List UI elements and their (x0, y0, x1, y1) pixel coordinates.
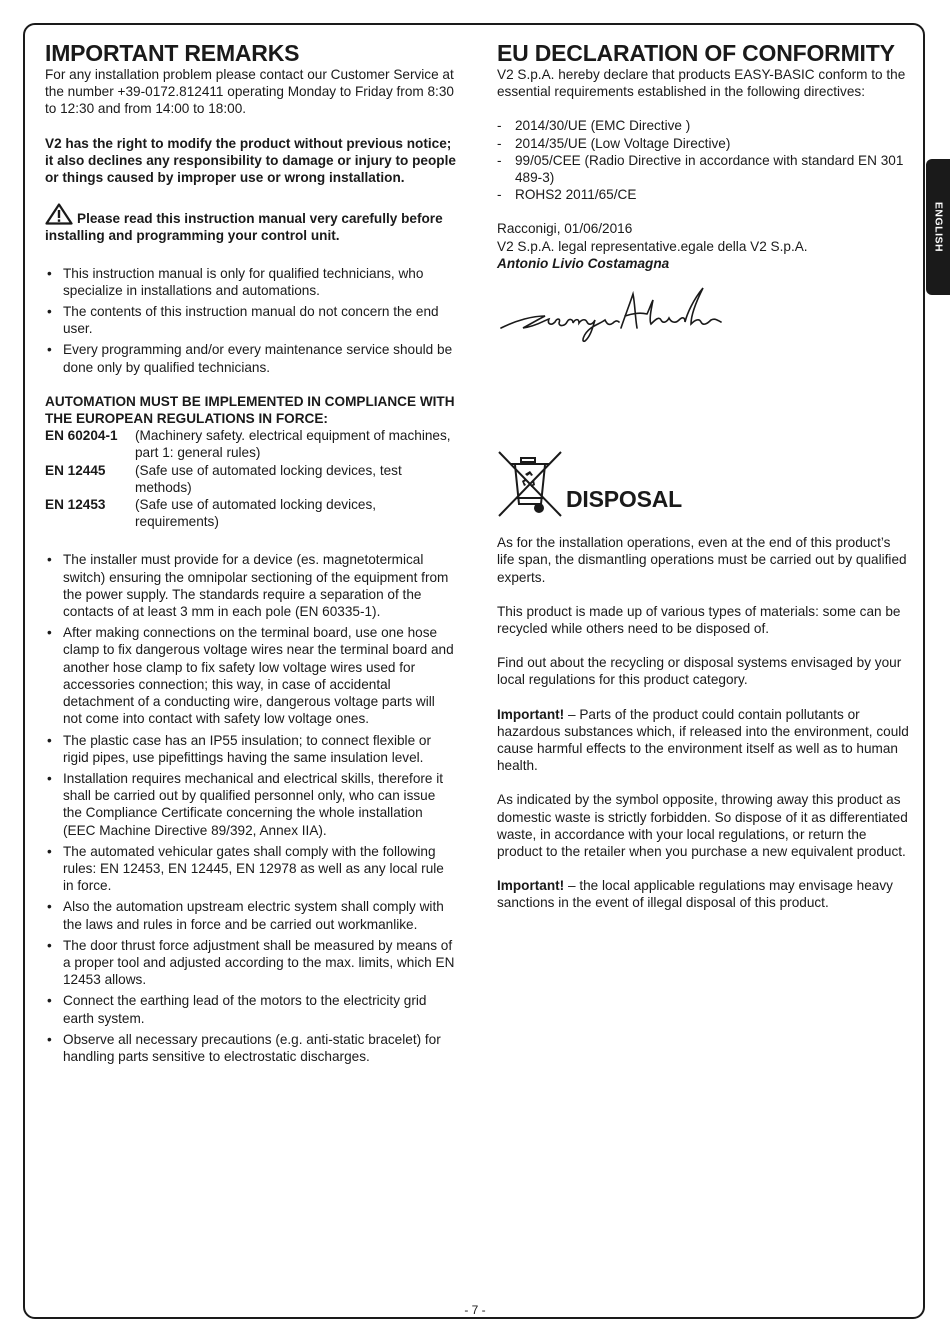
signer-name: Antonio Livio Costamagna (497, 255, 670, 271)
list-item: • This instruction manual is only for qualified technicians, who specialize in installations and automations. (45, 265, 457, 299)
language-tab (926, 159, 950, 295)
standard-description: (Safe use of automated locking devices, test methods) (135, 462, 402, 495)
directives-list (497, 117, 909, 203)
standard-description: (Machinery safety. electrical equipment of machines, part 1: general rules) (135, 428, 451, 461)
list-item: • After making connections on the terminal board, use one hose clamp to fix dangerous voltage wires near the terminal board and another hose clamp to fix safety low voltage wires used for accessories connection; this way, in case of accidental detachment of a conducting wire, dangerous voltage parts will not come into contact with safety low voltage ones. (45, 624, 457, 727)
list-item: • Also the automation upstream electric system shall comply with the laws and rules in force and be carried out workmanlike. (45, 898, 457, 932)
list-item: • Connect the earthing lead of the motors to the electricity grid earth system. (45, 992, 457, 1026)
standard-code: EN 60204-1 (45, 428, 118, 444)
standard-row (45, 462, 457, 496)
language-tab-label: ENGLISH (932, 201, 945, 253)
directive-item: - 2014/30/UE (EMC Directive ) (497, 117, 909, 134)
rights-paragraph: V2 has the right to modify the product without previous notice; it also declines any responsibility to damage or injury to people or things caused by improper use or wrong installation. (45, 135, 456, 186)
standards-table (45, 427, 457, 530)
directive-item: - 2014/35/UE (Low Voltage Directive) (497, 135, 909, 152)
installation-rules-list (45, 551, 457, 1065)
qualified-technician-list (45, 265, 457, 376)
page-number: - 7 - (464, 1303, 486, 1317)
directive-item: - ROHS2 2011/65/CE (497, 186, 909, 203)
list-item: • The plastic case has an IP55 insulation; to connect flexible or rigid pipes, use pipefittings having the same insulation level. (45, 732, 457, 766)
list-item: • Installation requires mechanical and electrical skills, therefore it shall be carried out by qualified personnel only, who can issue the Compliance Certificate concerning the whole installation (EEC Machine Directive 89/392, Annex IIA). (45, 770, 457, 839)
list-item: • The automated vehicular gates shall comply with the following rules: EN 12453, EN 12445, EN 12978 as well as any local rule in force. (45, 843, 457, 895)
disposal-paragraph-3: Find out about the recycling or disposal systems envisaged by your local regulations for this product category. (497, 655, 902, 688)
list-item: • The door thrust force adjustment shall be measured by means of a proper tool and adjusted according to the max. limits, which EN 12453 allows. (45, 937, 457, 989)
list-item: • Observe all necessary precautions (e.g. anti-static bracelet) for handling parts sensitive to electrostatic discharges. (45, 1031, 457, 1065)
read-manual-warning (45, 203, 457, 244)
standard-description: (Safe use of automated locking devices, requirements) (135, 497, 377, 530)
declaration-title: EU DECLARATION OF CONFORMITY (497, 40, 895, 66)
warning-text: Please read this instruction manual very carefully before installing and programming your control unit. (45, 211, 443, 244)
important-remarks-column (45, 40, 457, 1069)
handwritten-signature (497, 286, 727, 346)
standard-row (45, 427, 457, 461)
customer-service-paragraph: For any installation problem please contact our Customer Service at the number +39-0172.812411 operating Monday to Friday from 8:30 to 12:30 and from 14:00 to 18:00. (45, 67, 454, 117)
standard-row (45, 496, 457, 530)
disposal-paragraph-4 (497, 706, 909, 775)
disposal-paragraph-6-text: – the local applicable regulations may envisage heavy sanctions in the event of illegal disposal of this product. (497, 878, 893, 911)
disposal-header (497, 450, 909, 534)
disposal-paragraph-4-text: – Parts of the product could contain pollutants or hazardous substances which, if released into the environment, could cause harmful effects to the environment itself as well as to human health. (497, 706, 909, 774)
important-remarks-title: IMPORTANT REMARKS (45, 40, 300, 66)
compliance-heading: AUTOMATION MUST BE IMPLEMENTED IN COMPLIANCE WITH THE EUROPEAN REGULATIONS IN FORCE: (45, 393, 455, 427)
directive-item: - 99/05/CEE (Radio Directive in accordance with standard EN 301 489-3) (497, 152, 909, 186)
warning-icon (45, 203, 73, 225)
important-label: Important! (497, 878, 565, 894)
place-date: Racconigi, 01/06/2016 (497, 221, 633, 237)
list-item: • The contents of this instruction manual do not concern the end user. (45, 303, 457, 337)
list-item: • The installer must provide for a device (es. magnetotermical switch) ensuring the omnipolar sectioning of the equipment from the power supply. The standards require a separation of the contacts of at least 3 mm in each pole (EN 60335-1). (45, 551, 457, 620)
standard-code: EN 12445 (45, 462, 106, 478)
crossed-out-bin-icon (497, 450, 563, 520)
standard-code: EN 12453 (45, 497, 106, 513)
disposal-paragraph-2: This product is made up of various types of materials: some can be recycled while others need to be disposed of. (497, 603, 901, 637)
disposal-paragraph-5: As indicated by the symbol opposite, throwing away this product as domestic waste is strictly forbidden. So dispose of it as differentiated waste, in accordance with your local regulations, or return the product to the retailer when you purchase a new equivalent product. (497, 792, 908, 860)
disposal-title: DISPOSAL (566, 486, 682, 513)
disposal-paragraph-1: As for the installation operations, even at the end of this product’s life span, the dismantling operations must be carried out by qualified experts. (497, 535, 907, 585)
disposal-paragraph-6 (497, 877, 909, 911)
list-item: • Every programming and/or every maintenance service should be done only by qualified technicians. (45, 341, 457, 375)
declaration-column (497, 40, 909, 912)
legal-representative: V2 S.p.A. legal representative.egale della V2 S.p.A. (497, 238, 808, 254)
declaration-intro: V2 S.p.A. hereby declare that products EASY-BASIC conform to the essential requirements established in the following directives: (497, 67, 906, 100)
important-label: Important! (497, 706, 565, 722)
